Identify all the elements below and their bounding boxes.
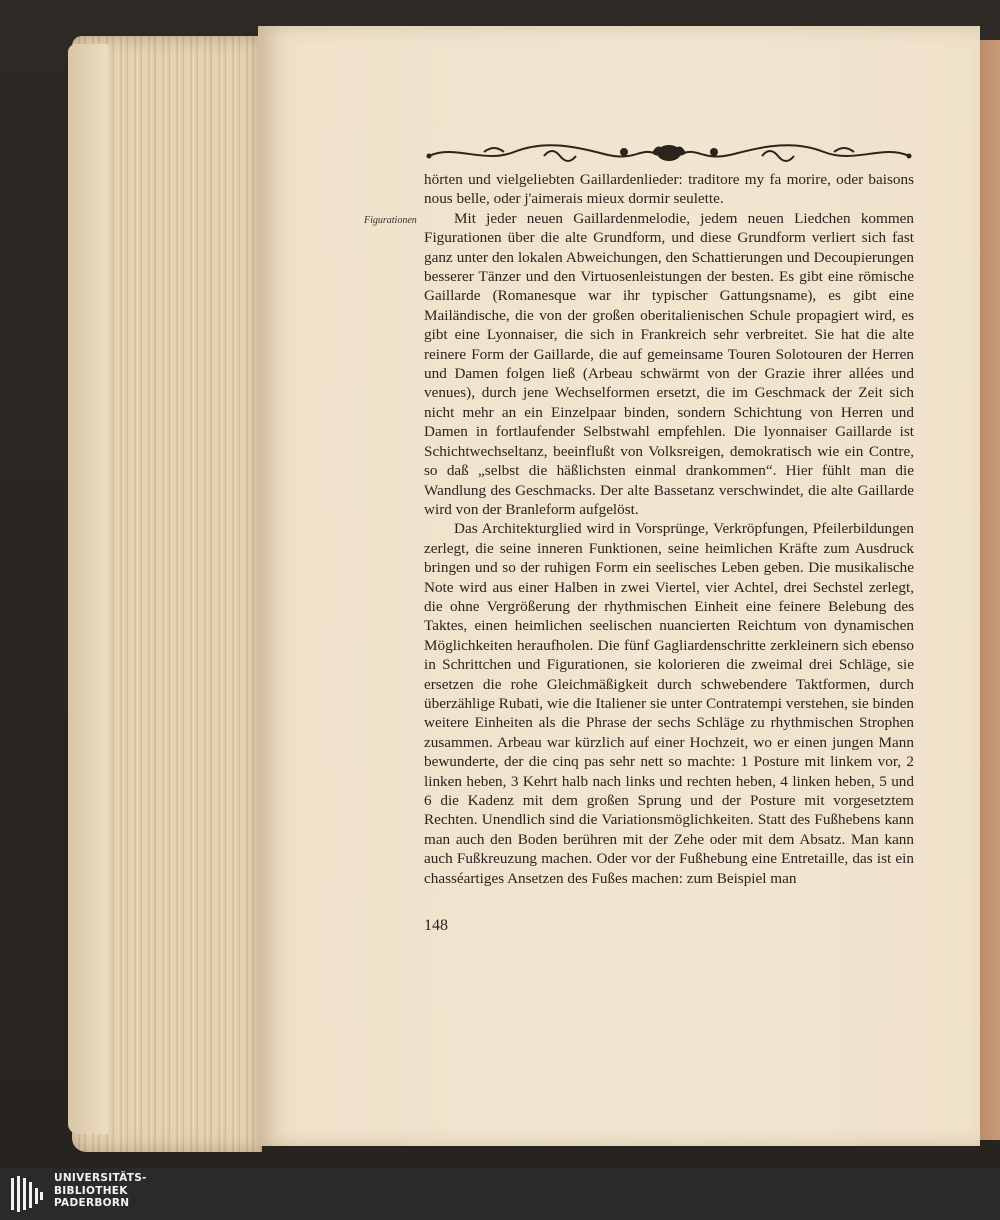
library-name-line: UNIVERSITÄTS- bbox=[54, 1172, 147, 1184]
paragraph: hörten und vielgeliebten Gaillardenlieder: traditore my fa morire, oder baisons nous belle, oder j'aimerais mieux dormir seulette. bbox=[424, 171, 914, 208]
page-edges-stack bbox=[72, 36, 262, 1152]
library-footer-bar bbox=[0, 1168, 1000, 1220]
facing-page-edge bbox=[978, 40, 1000, 1140]
paragraph: Das Architekturglied wird in Vorsprünge, Verkröpfungen, Pfeilerbildungen zerlegt, die seine inneren Funktionen, seine heimlichen Kräfte zum Ausdruck bringen und so der ruhigen Form ein seelisches Leben geben. Die musikalische Note wird aus einer Halben in zwei Viertel, vier Achtel, drei Sechstel zerlegt, die ohne Vergrößerung der rhythmischen Einheit eine feinere Belebung des Taktes, einen heimlichen seelischen nuancierten Reichtum von dynamischen Möglichkeiten heraufholen. Die fünf Gagliardenschritte zerkleinern sich ebenso in Schrittchen und Figurationen, sie kolorieren die zweimal drei Schläge, sie ersetzen die rohe Gleichmäßigkeit durch schwebendere Taktformen, durch überzählige Rubati, wie die Italiener sie unter Contratempi verstehen, sie binden weitere Einheiten als die Phrase der sechs Schläge zu rhythmischen Strophen zusammen. Arbeau war kürzlich auf einer Hochzeit, wo er einen jungen Mann bewunderte, der die cinq pas sehr nett so machte: 1 Posture mit linkem vor, 2 linken heben, 3 Kehrt halb nach links und rechten heben, 4 linken heben, 5 und 6 die Kadenz mit dem großen Sprung und der Posture mit vorgesetztem Rechten. Unendlich sind die Variationsmöglichkeiten. Statt des Fußhebens kann man auch den Boden berühren mit der Zehe oder mit dem Absatz. Man kann auch Fußkreuzung machen. Oder vor der Fußhebung eine Entretaille, das ist ein chasséartiges Ansetzen des Fußes machen: zum Beispiel man bbox=[424, 520, 914, 887]
library-name-line: PADERBORN bbox=[54, 1197, 130, 1209]
page-body-text bbox=[424, 170, 914, 888]
library-name bbox=[54, 1172, 147, 1210]
marginal-note: Figurationen bbox=[364, 215, 417, 226]
university-library-logo-icon bbox=[10, 1174, 44, 1214]
paragraph: Mit jeder neuen Gaillardenmelodie, jedem neuen Liedchen kommen Figurationen über die alte Grundform, und diese Grundform verliert sich fast ganz unter den lokalen Abweichungen, den Schattierungen und Decoupierungen besserer Tänzer und den Virtuosenleistungen der besten. Es gibt eine römische Gaillarde (Romanesque war ihr typischer Gattungsname), es gibt eine Mailändische, die von der großen oberitalienischen Schule propagiert wird, es gibt eine Lyonnaiser, die sich in Frankreich sehr verbreitet. Sie hat die alte reinere Form der Gaillarde, die auf gemeinsame Touren Solotouren der Herren und Damen folgen ließ (Arbeau schwärmt von der Grazie ihrer allées und venues), durch jene Wechselformen ersetzt, die im Geschmack der Zeit sich nicht mehr an ein Einzelpaar binden, sondern Schichtung von Herren und Damen in fortlaufender Selbstwahl empfehlen. Die lyonnaiser Gaillarde ist Schichtwechseltanz, beeinflußt von Volksreigen, demokratisch wie ein Contre, so daß „selbst die häßlichsten einmal drankommen“. Hier fühlt man die Wandlung des Geschmacks. Der alte Bassetanz verschwindet, die alte Gaillarde wird von der Branleform aufgelöst. bbox=[424, 209, 914, 518]
library-name-line: BIBLIOTHEK bbox=[54, 1184, 128, 1197]
page-number: 148 bbox=[424, 917, 448, 934]
ornament-headpiece-icon bbox=[424, 138, 914, 168]
